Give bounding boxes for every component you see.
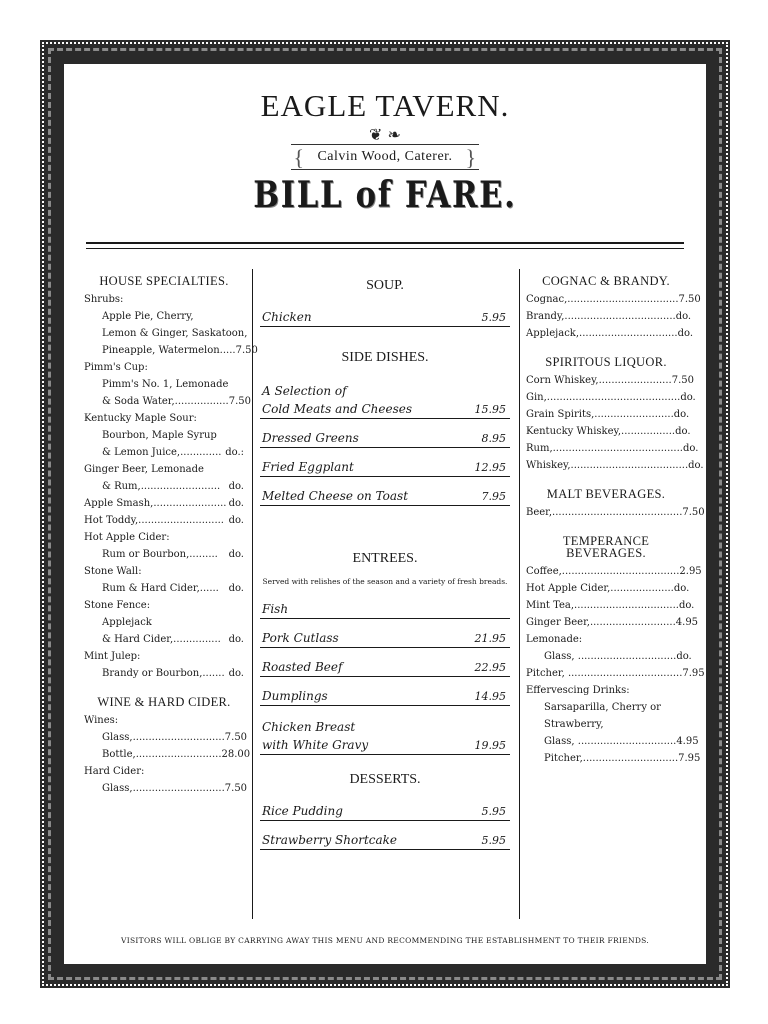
tavern-title: EAGLE TAVERN. <box>260 88 510 123</box>
dish-item <box>260 423 510 448</box>
bill-of-fare-title: BILL of FARE. <box>253 174 517 216</box>
section-heading-desserts: DESSERTS. <box>349 772 421 787</box>
cognac-list <box>526 291 701 342</box>
menu-item-name: Whiskey,..................................... <box>526 460 689 471</box>
menu-item-price: do.: <box>225 447 244 458</box>
dish-name <box>262 487 408 505</box>
menu-item-price: 7.95 <box>682 668 705 679</box>
menu-item-name: Cognac,................................... <box>526 294 679 305</box>
menu-item-price: do. <box>228 515 244 526</box>
menu-item <box>84 563 244 580</box>
menu-item <box>84 665 244 682</box>
menu-item-name: & Rum,......................... <box>102 481 221 492</box>
menu-item-name: Sarsaparilla, Cherry or <box>544 702 661 713</box>
menu-item-price: do. <box>680 392 696 403</box>
dish-item <box>260 681 510 706</box>
menu-item-name: Hard Cider: <box>84 766 145 777</box>
ornament-icon: ❦ ❧ <box>369 125 401 144</box>
dish-item <box>260 481 510 506</box>
dish-name-line: Dressed Greens <box>262 431 359 445</box>
menu-item <box>526 406 690 423</box>
menu-item <box>526 504 705 521</box>
menu-item <box>84 580 244 597</box>
middle-column <box>260 269 510 854</box>
section-heading-house: HOUSE SPECIALTIES. <box>99 274 229 288</box>
dish-name-line: A Selection of <box>262 384 347 398</box>
section-heading-sides: SIDE DISHES. <box>341 350 429 365</box>
menu-item-price: 2.95 <box>679 566 702 577</box>
menu-item <box>526 457 704 474</box>
menu-item-name: Glass,............................. <box>102 783 225 794</box>
menu-page <box>64 64 706 964</box>
menu-item-price: do. <box>228 634 244 645</box>
menu-item <box>526 733 699 750</box>
left-column <box>84 269 258 797</box>
dish-item <box>260 594 510 619</box>
dish-item <box>260 302 510 327</box>
dish-price: 8.95 <box>481 432 506 445</box>
dish-name-line: Melted Cheese on Toast <box>262 489 409 503</box>
menu-item-name: Pimm's Cup: <box>84 362 148 373</box>
menu-item <box>84 359 244 376</box>
dish-price: 14.95 <box>474 690 506 703</box>
menu-item <box>526 682 686 699</box>
menu-item <box>84 512 244 529</box>
menu-item <box>526 325 694 342</box>
house-list <box>84 291 258 682</box>
menu-item-name: Effervescing Drinks: <box>526 685 630 696</box>
menu-item-price: do. <box>228 498 244 509</box>
dish-name <box>262 429 359 447</box>
menu-item <box>84 325 248 342</box>
menu-item-price: 4.95 <box>675 617 699 628</box>
dish-price: 12.95 <box>474 461 506 474</box>
menu-item <box>526 631 686 648</box>
sides-list <box>260 374 510 506</box>
menu-item-name: Bourbon, Maple Syrup <box>102 430 217 441</box>
dish-name-line: Fried Eggplant <box>262 460 354 474</box>
menu-item <box>84 729 248 746</box>
menu-item <box>84 410 244 427</box>
section-heading-wine: WINE & HARD CIDER. <box>97 695 231 709</box>
menu-item <box>84 631 244 648</box>
menu-item <box>84 746 251 763</box>
menu-header <box>64 88 706 216</box>
dish-name-line: Rice Pudding <box>262 804 343 818</box>
menu-item-price: 7.50 <box>682 507 705 518</box>
section-heading-cognac: COGNAC & BRANDY. <box>542 274 670 288</box>
menu-item <box>84 393 251 410</box>
footer-note: VISITORS WILL OBLIGE BY CARRYING AWAY THIS MENU AND RECOMMENDING THE ESTABLISHMENT TO THEIR FRIENDS. <box>120 936 650 945</box>
menu-item <box>84 376 244 393</box>
menu-item-name: Hot Apple Cider: <box>84 532 170 543</box>
dish-price: 21.95 <box>474 632 506 645</box>
menu-item-price: do. <box>228 583 244 594</box>
menu-item-name: Bottle,........................... <box>102 749 222 760</box>
menu-item-name: Corn Whiskey,....................... <box>526 375 672 386</box>
menu-item <box>84 712 244 729</box>
menu-item-name: & Hard Cider,............... <box>102 634 221 645</box>
menu-item-price: do. <box>228 549 244 560</box>
menu-item-name: Pimm's No. 1, Lemonade <box>102 379 229 390</box>
section-heading-entrees: ENTREES. <box>352 551 418 566</box>
menu-item-name: Rum,......................................... <box>526 443 683 454</box>
menu-item <box>84 478 244 495</box>
menu-item-name: Ginger Beer,........................... <box>526 617 676 628</box>
menu-item <box>84 780 248 797</box>
menu-item-name: Coffee,..................................... <box>526 566 680 577</box>
menu-item-price: do. <box>688 460 704 471</box>
menu-item-name: Applejack <box>102 617 152 628</box>
dish-name-line: Roasted Beef <box>262 660 343 674</box>
menu-item-price: 28.00 <box>221 749 251 760</box>
menu-item-price: 7.50 <box>235 345 258 356</box>
menu-item <box>526 580 690 597</box>
dish-name <box>262 382 412 418</box>
menu-item-name: Brandy,................................... <box>526 311 676 322</box>
menu-item-price: do. <box>673 409 690 420</box>
malt-list <box>526 504 705 521</box>
dish-price: 19.95 <box>474 739 506 752</box>
menu-item-price: 7.50 <box>224 732 248 743</box>
menu-item-name: Applejack,............................... <box>526 328 678 339</box>
menu-item-price: 7.50 <box>228 396 251 407</box>
header-rule-thin <box>86 248 684 249</box>
dish-item <box>260 710 510 755</box>
menu-item <box>526 597 695 614</box>
menu-item-name: Mint Julep: <box>84 651 141 662</box>
menu-item <box>526 291 701 308</box>
dish-price: 15.95 <box>474 403 506 416</box>
menu-item-name: Kentucky Maple Sour: <box>84 413 197 424</box>
desserts-list <box>260 796 510 850</box>
menu-item-name: Pineapple, Watermelon..... <box>102 345 236 356</box>
entrees-list <box>260 594 510 755</box>
menu-item-name: Ginger Beer, Lemonade <box>84 464 204 475</box>
menu-item <box>84 597 244 614</box>
dish-name <box>262 802 343 820</box>
dish-name <box>262 629 339 647</box>
menu-item-price: do. <box>676 651 692 662</box>
menu-item-price: do. <box>228 668 244 679</box>
menu-item <box>526 648 692 665</box>
menu-item <box>526 308 692 325</box>
dish-item <box>260 825 510 850</box>
menu-item-price: do. <box>677 328 694 339</box>
menu-item-name: Grain Spirits,......................... <box>526 409 674 420</box>
menu-item <box>84 308 244 325</box>
menu-item <box>526 423 691 440</box>
menu-item <box>84 763 244 780</box>
menu-item-name: Gin,.......................................... <box>526 392 681 403</box>
menu-item-name: Stone Fence: <box>84 600 151 611</box>
menu-item <box>84 495 244 512</box>
menu-item-price: do. <box>678 600 695 611</box>
menu-item-name: Hot Apple Cider,.................... <box>526 583 674 594</box>
menu-item <box>526 614 699 631</box>
dish-name <box>262 600 288 618</box>
dish-name <box>262 718 368 754</box>
menu-item-name: Lemonade: <box>526 634 583 645</box>
menu-item <box>84 648 244 665</box>
menu-item <box>526 699 686 716</box>
dish-name-line: with White Gravy <box>262 738 369 752</box>
menu-item-name: Glass, ............................... <box>544 736 677 747</box>
menu-item <box>84 427 244 444</box>
menu-item-price: do. <box>675 426 691 437</box>
dish-item <box>260 374 510 419</box>
dish-item <box>260 452 510 477</box>
menu-item-price: 7.95 <box>678 753 701 764</box>
column-divider-left <box>252 269 253 919</box>
menu-item-name: Kentucky Whiskey,................. <box>526 426 676 437</box>
liquor-list <box>526 372 704 474</box>
menu-item <box>526 389 696 406</box>
menu-item <box>526 750 701 767</box>
caterer-banner: { Calvin Wood, Caterer. } <box>291 144 478 170</box>
dish-name-line: Strawberry Shortcake <box>262 833 398 847</box>
menu-item-name: Mint Tea,................................. <box>526 600 679 611</box>
section-heading-soup: SOUP. <box>366 278 404 293</box>
menu-item <box>526 716 686 733</box>
dish-price: 7.95 <box>481 490 506 503</box>
menu-item-name: Pitcher,.............................. <box>544 753 679 764</box>
menu-item-price: 7.50 <box>678 294 701 305</box>
menu-item-name: Hot Toddy,........................... <box>84 515 224 526</box>
menu-item <box>84 342 258 359</box>
menu-item-price: do. <box>228 481 244 492</box>
menu-item-price: 7.50 <box>671 375 694 386</box>
dish-price: 5.95 <box>481 834 506 847</box>
dish-name <box>262 687 328 705</box>
temperance-list <box>526 563 705 767</box>
menu-item-name: Rum or Bourbon,......... <box>102 549 218 560</box>
menu-item-name: & Lemon Juice,............. <box>102 447 222 458</box>
menu-item <box>526 440 699 457</box>
section-heading-malt: MALT BEVERAGES. <box>546 487 666 501</box>
dish-name-line: Cold Meats and Cheeses <box>262 402 412 416</box>
dish-name-line: Dumplings <box>262 689 328 703</box>
menu-item <box>84 546 244 563</box>
menu-item <box>526 563 702 580</box>
menu-item <box>84 444 244 461</box>
menu-item-name: Brandy or Bourbon,....... <box>102 668 225 679</box>
dish-name-line: Pork Cutlass <box>262 631 339 645</box>
menu-item <box>84 461 244 478</box>
dish-name <box>262 458 354 476</box>
dish-price: 22.95 <box>474 661 506 674</box>
menu-item-name: Stone Wall: <box>84 566 142 577</box>
dish-name-line: Fish <box>262 602 289 616</box>
menu-item-name: Strawberry, <box>544 719 604 730</box>
menu-item-name: & Soda Water,................. <box>102 396 229 407</box>
right-column <box>526 269 705 767</box>
dish-price: 5.95 <box>481 805 506 818</box>
dish-price: 5.95 <box>481 311 506 324</box>
menu-item-price: 7.50 <box>224 783 248 794</box>
menu-item-name: Shrubs: <box>84 294 124 305</box>
dish-item <box>260 652 510 677</box>
menu-item-price: 4.95 <box>676 736 699 747</box>
section-heading-liquor: SPIRITOUS LIQUOR. <box>545 355 667 369</box>
menu-item-name: Wines: <box>84 715 119 726</box>
dish-item <box>260 796 510 821</box>
section-heading-temperance: TEMPERANCE BEVERAGES. <box>562 534 650 560</box>
menu-item <box>84 291 244 308</box>
menu-item-name: Beer,......................................... <box>526 507 683 518</box>
soup-list <box>260 302 510 327</box>
menu-item-name: Pitcher, .................................... <box>526 668 683 679</box>
menu-item-name: Glass,............................. <box>102 732 225 743</box>
menu-item-name: Apple Pie, Cherry, <box>102 311 194 322</box>
entrees-note: Served with relishes of the season and a variety of fresh breads. <box>262 577 508 586</box>
dish-name <box>262 308 312 326</box>
menu-item <box>526 372 694 389</box>
dish-name-line: Chicken <box>262 310 312 324</box>
menu-item-price: do. <box>682 443 699 454</box>
menu-item-name: Rum & Hard Cider,...... <box>102 583 219 594</box>
menu-item-name: Apple Smash,....................... <box>84 498 227 509</box>
dish-name <box>262 831 397 849</box>
header-rule-thick <box>86 242 684 244</box>
menu-item <box>526 665 705 682</box>
menu-item-name: Glass, ............................... <box>544 651 677 662</box>
column-divider-right <box>519 269 520 919</box>
menu-item <box>84 529 244 546</box>
menu-item <box>84 614 244 631</box>
dish-item <box>260 623 510 648</box>
wine-list <box>84 712 251 797</box>
menu-item-price: do. <box>675 311 692 322</box>
menu-item-name: Lemon & Ginger, Saskatoon, <box>102 328 248 339</box>
dish-name-line: Chicken Breast <box>262 720 356 734</box>
menu-item-price: do. <box>673 583 690 594</box>
dish-name <box>262 658 342 676</box>
